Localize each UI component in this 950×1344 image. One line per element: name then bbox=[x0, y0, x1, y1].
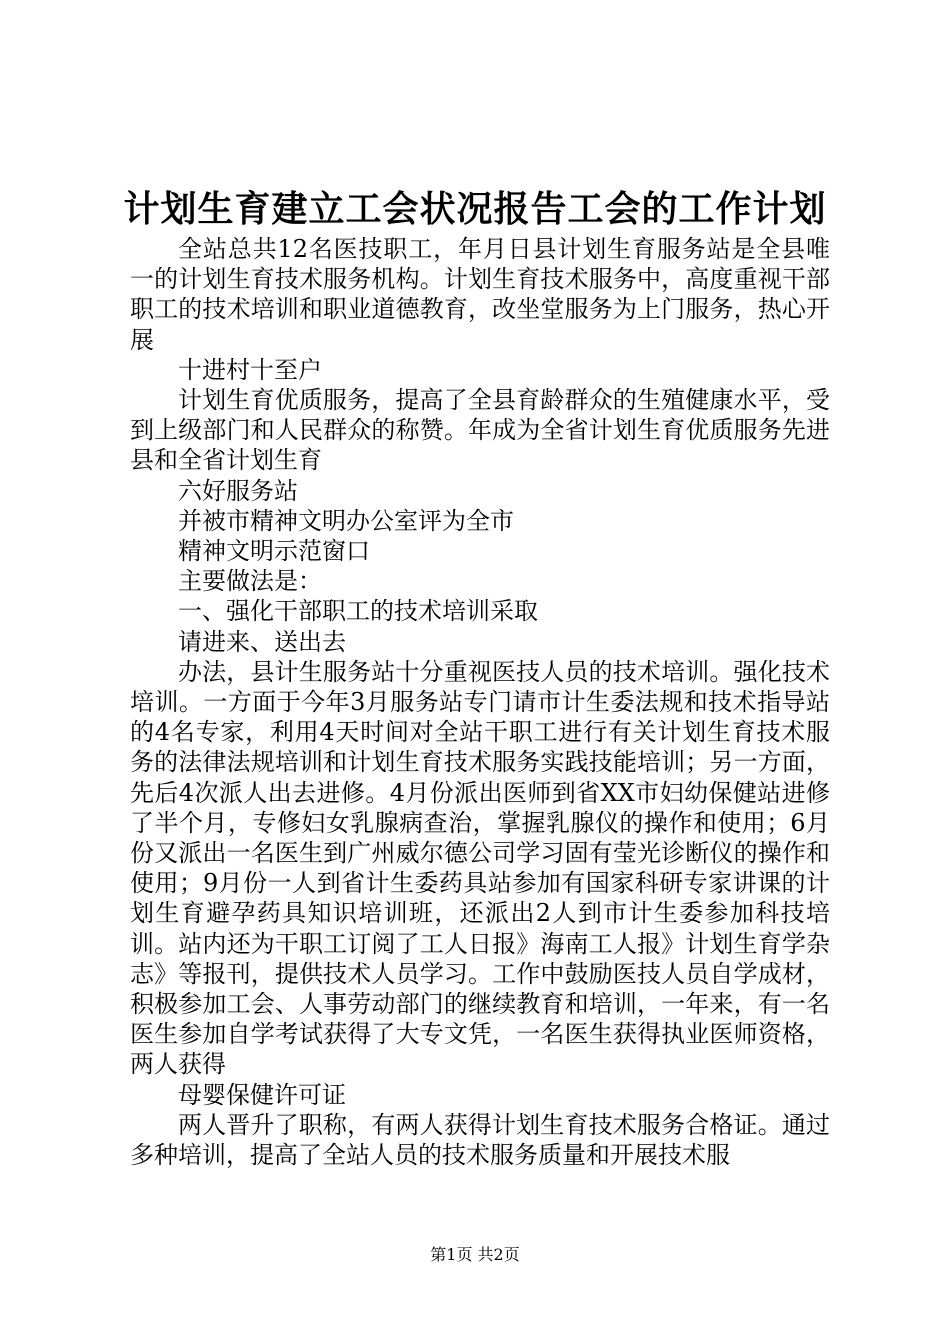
paragraph-9: 请进来、送出去 bbox=[178, 627, 346, 656]
paragraph-10: 办法，县计生服务站十分重视医技人员的技术培训。强化技术培训。一方面于今年3月服务站专门请市计生委法规和技术指导站的4名专家，利用4天时间对全站干职工进行有关计划生育技术服务的法律法规培训和计划生育技术服务实践技能培训；另一方面，先后4次派人出去进修。4月份派出医师到省XX市妇幼保健站进修了半个月，专修妇女乳腺病查治，掌握乳腺仪的操作和使用；6月份又派出一名医生到广州威尔德公司学习固有莹光诊断仪的操作和使用；9月份一人到省计生委药具站参加有国家科研专家讲课的计划生育避孕药具知识培训班，还派出2人到市计生委参加科技培训。站内还为干职工订阅了工人日报》海南工人报》计划生育学杂志》等报刊，提供技术人员学习。工作中鼓励医技人员自学成材，积极参加工会、人事劳动部门的继续教育和培训，一年来，有一名医生参加自学考试获得了大专文凭，一名医生获得执业医师资格，两人获得 bbox=[130, 657, 830, 1079]
paragraph-1: 全站总共12名医技职工，年月日县计划生育服务站是全县唯一的计划生育技术服务机构。计划生育技术服务中，高度重视干部职工的技术培训和职业道德教育，改坐堂服务为上门服务，热心开展 bbox=[130, 235, 830, 354]
paragraph-11: 母婴保健许可证 bbox=[178, 1080, 346, 1109]
paragraph-3: 计划生育优质服务，提高了全县育龄群众的生殖健康水平，受到上级部门和人民群众的称赞。年成为全省计划生育优质服务先进县和全省计划生育 bbox=[130, 386, 830, 475]
paragraph-6: 精神文明示范窗口 bbox=[178, 537, 370, 566]
paragraph-4: 六好服务站 bbox=[178, 476, 298, 505]
document-title: 计划生育建立工会状况报告工会的工作计划 bbox=[123, 188, 827, 230]
paragraph-5: 并被市精神文明办公室评为全市 bbox=[178, 506, 514, 535]
paragraph-12: 两人晋升了职称，有两人获得计划生育技术服务合格证。通过多种培训，提高了全站人员的技术服务质量和开展技术服 bbox=[130, 1110, 830, 1170]
paragraph-7: 主要做法是： bbox=[178, 567, 322, 596]
paragraph-2: 十进村十至户 bbox=[178, 355, 322, 384]
page-footer: 第1页 共2页 bbox=[430, 1245, 520, 1264]
paragraph-8: 一、强化干部职工的技术培训采取 bbox=[178, 597, 538, 626]
document-body bbox=[130, 234, 830, 1170]
